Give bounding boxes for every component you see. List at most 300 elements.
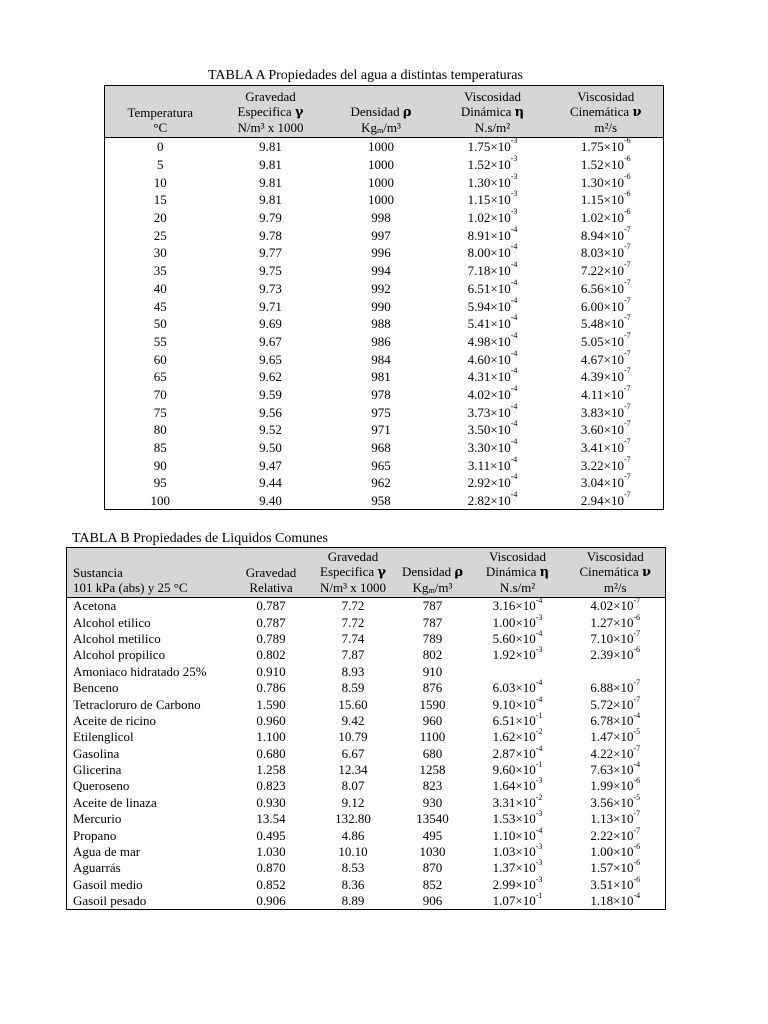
table-a-cell: 9.52 xyxy=(259,422,282,438)
table-b-cell: Alcohol propilico xyxy=(73,647,166,663)
table-b-header-text: Viscosidad xyxy=(586,549,644,564)
table-row xyxy=(67,762,666,778)
table-b-cell xyxy=(566,664,666,680)
table-b-cell: 0.910 xyxy=(256,663,286,679)
table-row xyxy=(105,439,664,457)
table-b-cell: Glicerina xyxy=(73,762,122,778)
table-b-cell: Queroseno xyxy=(73,778,130,794)
table-row xyxy=(105,280,664,298)
table-b-cell: 7.74 xyxy=(341,630,365,646)
table-a-cell: 10 xyxy=(153,174,167,190)
table-a-cell: 984 xyxy=(371,351,391,367)
table-a-cell: $1.15\times 10^{-6}$ xyxy=(580,189,631,208)
table-b-cell: 7.72 xyxy=(341,614,365,630)
table-b-cell: 0.787 xyxy=(256,614,286,630)
table-a-cell: 975 xyxy=(371,404,391,420)
table-b-cell: 6.67 xyxy=(341,745,365,761)
table-a-cell: $5.94\times 10^{-4}$ xyxy=(467,295,518,314)
table-a-cell: $4.98\times 10^{-4}$ xyxy=(467,330,518,349)
table-a-cell: 965 xyxy=(371,457,391,473)
table-b-cell: $5.60\times 10^{-4}$ xyxy=(492,628,543,646)
table-a-header-text: Especifica γ xyxy=(237,104,304,120)
table-a-cell: 95 xyxy=(153,475,167,491)
table-row xyxy=(105,262,664,280)
table-a-cell: $1.02\times 10^{-3}$ xyxy=(467,207,518,226)
table-b-cell: 787 xyxy=(422,598,443,614)
table-a-cell: 994 xyxy=(371,263,391,279)
table-a-cell: $8.94\times 10^{-7}$ xyxy=(580,224,631,243)
table-b-header-text: N/m³ x 1000 xyxy=(319,580,386,595)
table-a-cell: 958 xyxy=(371,493,391,509)
table-row xyxy=(67,746,666,762)
table-row xyxy=(105,421,664,439)
table-a-cell: 988 xyxy=(371,316,391,332)
table-b-cell: $1.18\times 10^{-4}$ xyxy=(590,891,641,909)
table-b-cell: 132.80 xyxy=(335,811,371,827)
table-a-cell: 9.62 xyxy=(259,369,282,385)
table-b-header-text: Especifica γ xyxy=(320,564,386,580)
table-b-cell: 0.680 xyxy=(256,745,286,761)
table-a-header-text: N/m³ x 1000 xyxy=(237,120,304,135)
table-b-cell: $1.00\times 10^{-6}$ xyxy=(590,842,641,860)
table-a-cell: 998 xyxy=(371,210,391,226)
table-b-header-text: Gravedad xyxy=(245,565,297,580)
table-b-cell: $3.56\times 10^{-5}$ xyxy=(590,792,641,810)
table-b-cell: 1030 xyxy=(419,844,446,860)
table-a-cell: $4.67\times 10^{-7}$ xyxy=(580,348,631,367)
table-b-header-text: m²/s xyxy=(603,580,627,595)
table-b-header-text: Viscosidad xyxy=(489,549,546,564)
table-row xyxy=(105,315,664,333)
table-a-cell: 968 xyxy=(371,440,391,456)
table-a-cell: $7.22\times 10^{-7}$ xyxy=(580,260,631,279)
table-a-cell: 0 xyxy=(157,139,164,155)
table-b-cell: 13540 xyxy=(416,811,449,827)
table-a-cell: $6.56\times 10^{-7}$ xyxy=(580,277,631,296)
table-a-water-properties xyxy=(104,85,664,510)
table-b-cell: Amoniaco hidratado 25% xyxy=(73,663,207,679)
table-a-cell: 997 xyxy=(371,227,391,243)
table-b-cell: 10.79 xyxy=(338,729,368,745)
table-a-header-text: Gravedad xyxy=(245,89,296,104)
table-a-cell: 40 xyxy=(153,280,167,296)
table-b-cell: $1.27\times 10^{-6}$ xyxy=(590,612,641,630)
table-row xyxy=(105,368,664,386)
table-b-header-cell xyxy=(67,548,232,598)
table-b-header-cell xyxy=(470,548,566,598)
table-a-cell: 100 xyxy=(150,493,170,509)
table-b-cell: 9.42 xyxy=(341,712,365,728)
table-b-cell: $4.22\times 10^{-7}$ xyxy=(590,743,641,761)
table-a-header-text: N.s/m² xyxy=(474,120,511,135)
table-a-caption: TABLA A Propiedades del agua a distintas temperaturas xyxy=(208,68,523,83)
table-b-cell: $9.10\times 10^{-4}$ xyxy=(492,694,543,712)
table-b-cell: $1.00\times 10^{-3}$ xyxy=(492,612,543,630)
table-row xyxy=(105,386,664,404)
table-b-cell: Etilenglicol xyxy=(73,729,134,745)
table-a-cell: 20 xyxy=(153,210,167,226)
table-a-cell: $3.73\times 10^{-4}$ xyxy=(467,401,518,420)
table-a-header-text: Cinemática ν xyxy=(570,104,642,120)
table-a-cell: 1000 xyxy=(368,157,394,173)
table-b-header-text: Sustancia xyxy=(73,565,123,580)
table-a-cell: 9.50 xyxy=(259,440,282,456)
table-row xyxy=(67,877,666,893)
table-a-cell: 971 xyxy=(371,422,391,438)
table-b-cell: $7.10\times 10^{-7}$ xyxy=(590,628,641,646)
table-a-cell: 9.69 xyxy=(259,316,282,332)
table-row xyxy=(67,713,666,729)
table-a-cell: 9.81 xyxy=(259,174,282,190)
table-b-cell: $2.87\times 10^{-4}$ xyxy=(492,743,543,761)
table-b-header-text: Dinámica η xyxy=(485,564,550,580)
table-b-cell: Propano xyxy=(73,827,117,843)
table-a-cell: $2.82\times 10^{-4}$ xyxy=(467,490,518,509)
table-b-header-text: Densidad ρ xyxy=(401,564,463,580)
table-b-cell: 0.802 xyxy=(256,647,286,663)
table-a-cell: 90 xyxy=(153,457,167,473)
table-a-cell: $1.02\times 10^{-6}$ xyxy=(580,207,631,226)
table-row xyxy=(105,333,664,351)
table-a-cell: 15 xyxy=(153,192,167,208)
table-b-cell: 680 xyxy=(422,745,443,761)
table-row xyxy=(105,138,664,156)
table-b-cell: $1.47\times 10^{-5}$ xyxy=(590,727,641,745)
table-b-header-cell xyxy=(232,548,311,598)
table-row xyxy=(67,729,666,745)
table-a-cell: $7.18\times 10^{-4}$ xyxy=(467,260,518,279)
table-row xyxy=(67,598,666,615)
table-b-cell: 910 xyxy=(422,663,443,679)
table-b-cell: 8.89 xyxy=(341,893,365,909)
table-a-cell: $4.31\times 10^{-4}$ xyxy=(467,366,518,385)
table-a-header-cell xyxy=(437,86,549,138)
table-row xyxy=(67,696,666,712)
table-b-cell: $3.51\times 10^{-6}$ xyxy=(590,874,641,892)
table-b-cell: Tetracloruro de Carbono xyxy=(73,696,201,712)
table-row xyxy=(105,226,664,244)
table-b-header-text: Cinemática ν xyxy=(579,564,651,580)
table-b-cell: $1.62\times 10^{-2}$ xyxy=(492,727,543,745)
table-a-cell: $2.92\times 10^{-4}$ xyxy=(467,472,518,491)
table-row xyxy=(67,893,666,910)
table-a-cell: 978 xyxy=(371,386,391,402)
table-b-cell: $1.53\times 10^{-3}$ xyxy=(492,809,543,827)
table-b-cell: 9.12 xyxy=(341,794,365,810)
table-a-header-cell xyxy=(216,86,326,138)
table-a-cell: $3.60\times 10^{-7}$ xyxy=(580,419,631,438)
table-b-cell: $6.03\times 10^{-4}$ xyxy=(492,678,543,696)
table-a-cell: 45 xyxy=(153,298,167,314)
table-b-cell xyxy=(470,664,566,680)
table-b-cell: $1.07\times 10^{-1}$ xyxy=(492,891,543,909)
table-a-cell: $1.30\times 10^{-6}$ xyxy=(580,171,631,190)
table-b-cell: 0.906 xyxy=(256,893,286,909)
table-b-cell: 15.60 xyxy=(338,696,368,712)
table-a-cell: 70 xyxy=(153,386,167,402)
table-a-header-text: Dinámica η xyxy=(460,104,525,120)
table-b-header-text: Relativa xyxy=(249,580,293,595)
table-a-cell: $8.91\times 10^{-4}$ xyxy=(467,224,518,243)
table-b-cell: $3.31\times 10^{-2}$ xyxy=(492,792,543,810)
table-b-cell: 876 xyxy=(422,680,443,696)
table-b-header-text: Kgm/m³ xyxy=(412,580,453,595)
table-b-cell: 13.54 xyxy=(256,811,286,827)
table-b-cell: $6.88\times 10^{-7}$ xyxy=(590,678,641,696)
table-b-cell: 870 xyxy=(422,860,443,876)
table-b-cell: Alcohol metilico xyxy=(73,630,161,646)
table-a-header-text: Viscosidad xyxy=(577,89,635,104)
table-a-cell: 9.81 xyxy=(259,139,282,155)
table-b-cell: 852 xyxy=(422,876,443,892)
table-b-cell: Acetona xyxy=(73,598,117,614)
table-b-cell: Aceite de linaza xyxy=(73,794,157,810)
table-b-cell: 1100 xyxy=(419,729,446,745)
table-b-cell: 8.53 xyxy=(341,860,365,876)
table-a-cell: 9.40 xyxy=(259,493,282,509)
table-b-header-text: Gravedad xyxy=(327,549,379,564)
table-a-header-text: Viscosidad xyxy=(464,89,521,104)
table-b-cell: 7.87 xyxy=(341,647,365,663)
table-b-cell: $5.72\times 10^{-7}$ xyxy=(590,694,641,712)
table-a-cell: 9.71 xyxy=(259,298,282,314)
table-row xyxy=(67,631,666,647)
table-b-cell: 0.960 xyxy=(256,712,286,728)
table-b-cell: 1.100 xyxy=(256,729,286,745)
table-b-cell: 0.786 xyxy=(256,680,286,696)
table-a-cell: $6.51\times 10^{-4}$ xyxy=(467,277,518,296)
table-a-cell: 1000 xyxy=(368,139,394,155)
table-a-cell: $5.48\times 10^{-7}$ xyxy=(580,313,631,332)
table-b-cell: 802 xyxy=(422,647,443,663)
table-b-cell: 0.930 xyxy=(256,794,286,810)
table-a-cell: 55 xyxy=(153,333,167,349)
table-row xyxy=(67,680,666,696)
table-b-cell: 8.07 xyxy=(341,778,365,794)
table-b-cell: $1.13\times 10^{-7}$ xyxy=(590,809,641,827)
table-b-cell: Aceite de ricino xyxy=(73,712,157,728)
table-b-caption: TABLA B Propiedades de Liquidos Comunes xyxy=(72,531,328,546)
table-b-header-text: N.s/m² xyxy=(499,580,536,595)
table-a-header-text: °C xyxy=(153,120,168,135)
table-a-cell: 9.44 xyxy=(259,475,282,491)
table-b-header-text: 101 kPa (abs) y 25 °C xyxy=(73,580,188,595)
table-a-header-cell xyxy=(326,86,437,138)
table-b-cell: $9.60\times 10^{-1}$ xyxy=(492,760,543,778)
table-b-common-liquids xyxy=(66,547,666,910)
table-b-cell: 1590 xyxy=(419,696,446,712)
table-a-header-cell xyxy=(105,86,216,138)
table-row xyxy=(105,191,664,209)
table-a-cell: $8.00\times 10^{-4}$ xyxy=(467,242,518,261)
table-b-cell: 789 xyxy=(422,630,443,646)
table-row xyxy=(105,209,664,227)
table-row xyxy=(67,664,666,680)
table-b-cell: $1.03\times 10^{-3}$ xyxy=(492,842,543,860)
table-a-cell: 992 xyxy=(371,280,391,296)
table-a-cell: $8.03\times 10^{-7}$ xyxy=(580,242,631,261)
table-a-cell: 9.78 xyxy=(259,227,282,243)
table-row xyxy=(105,156,664,174)
table-b-cell: $7.63\times 10^{-4}$ xyxy=(590,760,641,778)
table-a-cell: 85 xyxy=(153,440,167,456)
table-a-cell: $4.39\times 10^{-7}$ xyxy=(580,366,631,385)
table-row xyxy=(105,173,664,191)
table-a-cell: $3.50\times 10^{-4}$ xyxy=(467,419,518,438)
table-b-cell: 12.34 xyxy=(338,762,368,778)
table-a-cell: $6.00\times 10^{-7}$ xyxy=(580,295,631,314)
table-a-cell: 986 xyxy=(371,333,391,349)
table-a-cell: 1000 xyxy=(368,192,394,208)
table-b-cell: $1.64\times 10^{-3}$ xyxy=(492,776,543,794)
table-b-cell: 1.590 xyxy=(256,696,286,712)
table-b-header-cell xyxy=(566,548,666,598)
table-row xyxy=(67,844,666,860)
table-b-cell: 960 xyxy=(422,712,443,728)
table-row xyxy=(67,778,666,794)
table-a-cell: $4.02\times 10^{-4}$ xyxy=(467,383,518,402)
table-b-cell: 906 xyxy=(422,893,443,909)
table-b-cell: Agua de mar xyxy=(73,844,141,860)
table-row xyxy=(105,474,664,492)
table-b-cell: 0.495 xyxy=(256,827,286,843)
table-a-cell: $3.83\times 10^{-7}$ xyxy=(580,401,631,420)
table-b-cell: Aguarrás xyxy=(73,860,121,876)
table-a-cell: 80 xyxy=(153,422,167,438)
table-a-cell: 9.73 xyxy=(259,280,282,296)
table-b-cell: Gasoil pesado xyxy=(73,893,147,909)
table-a-cell: 65 xyxy=(153,369,167,385)
table-a-header-text: m²/s xyxy=(594,120,618,135)
table-a-cell: 9.79 xyxy=(259,210,282,226)
table-a-header-cell xyxy=(549,86,664,138)
table-a-cell: 981 xyxy=(371,369,391,385)
table-b-body xyxy=(67,598,666,910)
table-a-cell: 9.81 xyxy=(259,157,282,173)
table-b-cell: 8.59 xyxy=(341,680,365,696)
table-row xyxy=(105,456,664,474)
table-a-cell: 35 xyxy=(153,263,167,279)
table-b-cell: Alcohol etilico xyxy=(73,614,151,630)
table-a-cell: 9.47 xyxy=(259,457,282,473)
table-b-cell: $1.57\times 10^{-6}$ xyxy=(590,858,641,876)
table-a-cell: $1.52\times 10^{-3}$ xyxy=(467,154,518,173)
table-a-cell: $3.22\times 10^{-7}$ xyxy=(580,454,631,473)
table-a-cell: 1000 xyxy=(368,174,394,190)
table-a-cell: 5 xyxy=(157,157,164,173)
table-a-cell: $4.11\times 10^{-7}$ xyxy=(581,383,631,402)
table-a-cell: 30 xyxy=(153,245,167,261)
table-row xyxy=(67,827,666,843)
table-b-cell: 0.852 xyxy=(256,876,286,892)
table-b-cell: Gasoil medio xyxy=(73,876,143,892)
table-a-cell: $3.30\times 10^{-4}$ xyxy=(467,437,518,456)
table-row xyxy=(67,860,666,876)
table-b-cell: $1.10\times 10^{-4}$ xyxy=(492,825,543,843)
table-a-cell: 9.77 xyxy=(259,245,282,261)
table-a-cell: $1.15\times 10^{-3}$ xyxy=(467,189,518,208)
table-a-cell: $5.05\times 10^{-7}$ xyxy=(580,330,631,349)
table-a-cell: $4.60\times 10^{-4}$ xyxy=(467,348,518,367)
table-b-header-cell xyxy=(396,548,470,598)
table-a-cell: $1.30\times 10^{-3}$ xyxy=(467,171,518,190)
table-a-cell: 50 xyxy=(153,316,167,332)
table-a-cell: $1.75\times 10^{-6}$ xyxy=(580,136,631,155)
table-a-cell: 9.65 xyxy=(259,351,282,367)
table-a-cell: $3.41\times 10^{-7}$ xyxy=(580,437,631,456)
table-a-cell: $2.94\times 10^{-7}$ xyxy=(580,490,631,509)
table-row xyxy=(105,297,664,315)
table-b-header-row xyxy=(67,548,666,598)
table-a-cell: 9.67 xyxy=(259,333,282,349)
table-b-cell: 7.72 xyxy=(341,598,365,614)
table-b-cell: 0.789 xyxy=(256,630,286,646)
table-b-cell: 1.258 xyxy=(256,762,286,778)
table-row xyxy=(105,492,664,510)
table-b-cell: 4.86 xyxy=(341,827,365,843)
table-row xyxy=(67,614,666,630)
table-row xyxy=(67,811,666,827)
table-b-cell: 1.030 xyxy=(256,844,286,860)
table-b-cell: $1.92\times 10^{-3}$ xyxy=(492,645,543,663)
table-a-cell: 9.81 xyxy=(259,192,282,208)
table-b-cell: $6.51\times 10^{-1}$ xyxy=(492,710,543,728)
table-b-cell: Gasolina xyxy=(73,745,120,761)
table-b-cell: 0.870 xyxy=(256,860,286,876)
table-a-cell: 60 xyxy=(153,351,167,367)
table-a-header-text: Kgm/m³ xyxy=(361,120,401,135)
table-a-cell: 9.56 xyxy=(259,404,282,420)
table-b-cell: 0.787 xyxy=(256,598,286,614)
table-a-cell: $5.41\times 10^{-4}$ xyxy=(467,313,518,332)
table-a-cell: 25 xyxy=(153,227,167,243)
table-b-cell: 787 xyxy=(422,614,443,630)
table-a-cell: 9.75 xyxy=(259,263,282,279)
table-a-cell: 75 xyxy=(153,404,167,420)
table-a-cell: $3.11\times 10^{-4}$ xyxy=(467,454,518,473)
table-b-cell: $1.99\times 10^{-6}$ xyxy=(590,776,641,794)
table-b-cell: 495 xyxy=(422,827,443,843)
table-row xyxy=(67,795,666,811)
table-b-cell: $3.16\times 10^{-4}$ xyxy=(492,596,543,614)
table-a-cell: 9.59 xyxy=(259,386,282,402)
table-b-cell: $6.78\times 10^{-4}$ xyxy=(590,710,641,728)
table-a-cell: 962 xyxy=(371,475,391,491)
table-a-cell: $1.75\times 10^{-3}$ xyxy=(467,136,518,155)
table-b-header-cell xyxy=(311,548,396,598)
table-row xyxy=(67,647,666,663)
table-row xyxy=(105,403,664,421)
table-a-header-text: Temperatura xyxy=(127,105,193,120)
table-b-cell: $4.02\times 10^{-7}$ xyxy=(590,596,641,614)
table-b-cell: 10.10 xyxy=(338,844,368,860)
table-b-cell: $1.37\times 10^{-3}$ xyxy=(492,858,543,876)
table-a-cell: $3.04\times 10^{-7}$ xyxy=(580,472,631,491)
table-b-cell: Benceno xyxy=(73,680,119,696)
table-b-cell: Mercurio xyxy=(73,811,122,827)
table-a-cell: 990 xyxy=(371,298,391,314)
table-b-cell: 823 xyxy=(422,778,443,794)
table-b-cell: 930 xyxy=(422,794,443,810)
table-a-header-text: Densidad ρ xyxy=(350,104,412,120)
table-row xyxy=(105,350,664,368)
table-b-cell: $2.22\times 10^{-7}$ xyxy=(590,825,641,843)
table-a-header-row xyxy=(105,86,664,138)
table-a-cell: 996 xyxy=(371,245,391,261)
table-a-cell: $1.52\times 10^{-6}$ xyxy=(580,154,631,173)
table-b-cell: 8.36 xyxy=(341,876,365,892)
table-row xyxy=(105,244,664,262)
